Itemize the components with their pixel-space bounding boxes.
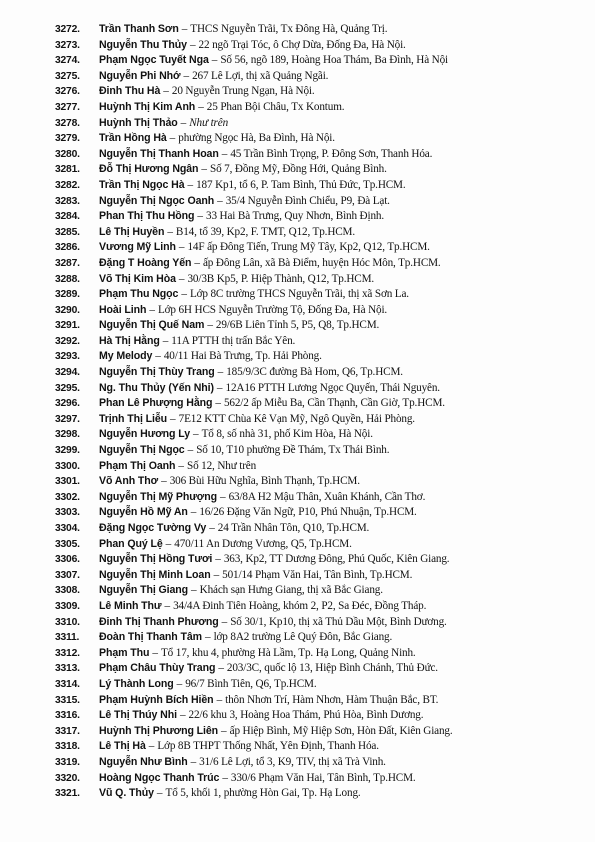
- entry-name: Nguyễn Thu Thủy: [99, 38, 187, 51]
- entry-number: 3287.: [55, 257, 80, 269]
- entry-separator: –: [179, 709, 186, 722]
- entry-name: Lý Thành Long: [99, 677, 174, 690]
- list-item: [55, 708, 575, 724]
- list-item: [55, 443, 575, 459]
- entry-number: 3286.: [55, 242, 80, 254]
- entry-name: Phạm Thu Ngọc: [99, 288, 179, 301]
- entry-address: Lớp 6H HCS Nguyễn Trường Tộ, Đống Đa, Hà Nội.: [157, 303, 388, 316]
- entry-separator: –: [170, 412, 176, 425]
- entry-name: Phạm Thị Oanh: [99, 459, 176, 472]
- entry-number: 3292.: [55, 335, 80, 347]
- list-item: [55, 334, 575, 350]
- list-item: [55, 38, 575, 54]
- entry-name: Trần Thanh Sơn: [99, 23, 179, 35]
- entry-name: Nguyễn Thị Quế Nam: [99, 319, 205, 332]
- entry-number: 3303.: [55, 507, 80, 519]
- entry-separator: –: [178, 272, 185, 285]
- list-item: [55, 162, 575, 178]
- entry-name: Nguyễn Thị Giang: [99, 584, 189, 597]
- entry-separator: –: [216, 693, 223, 706]
- entry-separator: –: [167, 225, 173, 238]
- list-item: [55, 474, 575, 490]
- entry-address: 34/4A Đinh Tiên Hoàng, khóm 2, P2, Sa Đéc, Đồng Tháp.: [173, 599, 427, 612]
- entry-separator: –: [176, 677, 183, 690]
- entry-name: Đặng Ngọc Tường Vy: [99, 522, 207, 534]
- entry-separator: –: [209, 522, 215, 534]
- list-item: [55, 505, 575, 521]
- list-item: [55, 365, 575, 381]
- entry-address: 187 Kp1, tổ 6, P. Tam Bình, Thủ Đức, Tp.HCM.: [196, 178, 406, 191]
- entry-separator: –: [222, 771, 228, 784]
- entry-number: 3283.: [55, 195, 80, 207]
- entry-name: Lê Thị Huyền: [99, 225, 165, 238]
- entry-number: 3314.: [55, 678, 80, 690]
- entry-number: 3273.: [55, 39, 80, 51]
- entry-address: 185/9/3C đường Bà Hom, Q6, Tp.HCM.: [226, 366, 403, 379]
- entry-number: 3308.: [55, 585, 80, 597]
- entry-number: 3313.: [55, 663, 80, 675]
- entry-address: 7E12 KTT Chùa Kê Vạn Mỹ, Ngô Quyền, Hải Phòng.: [178, 412, 415, 425]
- list-item: [55, 724, 575, 740]
- entry-address: 25 Phan Bội Châu, Tx Kontum.: [206, 100, 345, 113]
- entry-separator: –: [218, 662, 224, 675]
- list-item: [55, 490, 575, 506]
- list-item: [55, 84, 575, 100]
- entry-address: Như trên: [189, 116, 229, 129]
- entry-name: Nguyễn Thị Mỹ Phượng: [99, 490, 217, 503]
- entry-number: 3278.: [55, 117, 80, 129]
- entry-number: 3318.: [55, 741, 80, 753]
- list-item: [55, 209, 575, 225]
- entry-name: Trần Hồng Hà: [99, 132, 167, 145]
- list-item: [55, 568, 575, 584]
- list-item: [55, 583, 575, 599]
- entry-address: lớp 8A2 trường Lê Quý Đôn, Bắc Giang.: [213, 631, 393, 644]
- entry-separator: –: [187, 444, 194, 457]
- entry-name: Huỳnh Thị Thảo: [99, 116, 178, 129]
- entry-separator: –: [216, 381, 223, 394]
- entry-number: 3315.: [55, 694, 80, 706]
- entry-separator: –: [164, 599, 171, 612]
- entry-address: 470/11 An Dương Vương, Q5, Tp.HCM.: [174, 537, 352, 550]
- entry-name: Võ Thị Kim Hòa: [99, 272, 176, 285]
- entry-number: 3281.: [55, 164, 80, 176]
- entry-name: Vũ Q. Thủy: [99, 787, 154, 800]
- entry-separator: –: [193, 428, 199, 441]
- entry-name: Võ Anh Thơ: [99, 475, 159, 488]
- entry-number: 3282.: [55, 179, 80, 191]
- entry-name: Nguyễn Thị Minh Loan: [99, 568, 211, 581]
- entry-separator: –: [189, 38, 196, 51]
- list-item: [55, 272, 575, 288]
- entry-separator: –: [181, 23, 188, 35]
- entry-number: 3319.: [55, 756, 80, 768]
- entry-separator: –: [178, 241, 185, 254]
- entry-separator: –: [149, 303, 155, 316]
- entry-separator: –: [161, 475, 167, 488]
- entry-separator: –: [215, 553, 221, 566]
- entry-separator: –: [207, 319, 213, 332]
- entry-address: Số 10, T10 phường Đề Thám, Tx Thái Bình.: [196, 444, 390, 457]
- list-item: [55, 755, 575, 771]
- entry-number: 3309.: [55, 600, 80, 612]
- entry-address: 22 ngõ Trại Tóc, ô Chợ Dừa, Đống Đa, Hà Nội.: [198, 38, 406, 51]
- entry-address: 22/6 khu 3, Hoàng Hoa Thám, Phú Hòa, Bình Dương.: [188, 709, 424, 722]
- entry-separator: –: [217, 194, 223, 207]
- entry-number: 3300.: [55, 460, 80, 472]
- list-item: [55, 786, 575, 802]
- entry-name: Huỳnh Thị Phương Liên: [99, 724, 219, 737]
- entry-name: Ng. Thu Thủy (Yến Nhi): [99, 381, 214, 394]
- entry-separator: –: [169, 132, 176, 145]
- entry-number: 3299.: [55, 445, 80, 457]
- entry-address: Tổ 8, số nhà 31, phố Kim Hòa, Hà Nội.: [201, 428, 373, 441]
- entry-name: Trịnh Thị Liễu: [99, 412, 168, 425]
- entry-name: Phan Quý Lệ: [99, 537, 163, 550]
- entry-name: Đinh Thu Hà: [99, 85, 161, 98]
- entry-number: 3280.: [55, 148, 80, 160]
- entry-number: 3274.: [55, 55, 80, 67]
- entry-address: THCS Nguyễn Trãi, Tx Đông Hà, Quảng Trị.: [190, 23, 388, 35]
- entry-name: Nguyễn Thị Thùy Trang: [99, 366, 215, 379]
- list-item: [55, 131, 575, 147]
- entry-separator: –: [152, 646, 158, 659]
- entry-number: 3291.: [55, 320, 80, 332]
- address-list: [55, 22, 575, 802]
- entry-number: 3285.: [55, 226, 80, 238]
- entry-name: Nguyễn Thị Ngọc: [99, 444, 185, 457]
- entry-name: Hoài Linh: [99, 303, 147, 316]
- entry-number: 3288.: [55, 273, 80, 285]
- entry-address: Số 56, ngõ 189, Hoàng Hoa Thám, Ba Đình, Hà Nội: [220, 54, 449, 67]
- entry-address: Tổ 5, khối 1, phường Hòn Gai, Tp. Hạ Long.: [165, 787, 361, 800]
- entry-number: 3298.: [55, 429, 80, 441]
- entry-address: 16/26 Đặng Văn Ngữ, P10, Phú Nhuận, Tp.HCM.: [199, 506, 417, 519]
- entry-address: Số 30/1, Kp10, thị xã Thủ Dầu Một, Bình Dương.: [230, 615, 447, 628]
- entry-address: thôn Nhơn Trí, Hàm Nhơn, Hàm Thuận Bắc, BT.: [225, 693, 439, 706]
- entry-name: Phan Thị Thu Hồng: [99, 210, 195, 223]
- entry-name: Huỳnh Thị Kim Anh: [99, 100, 196, 113]
- entry-separator: –: [162, 334, 169, 347]
- list-item: [55, 739, 575, 755]
- entry-address: 29/6B Liên Tỉnh 5, P5, Q8, Tp.HCM.: [215, 319, 380, 332]
- entry-address: 30/3B Kp5, P. Hiệp Thành, Q12, Tp.HCM.: [187, 272, 375, 285]
- list-item: [55, 147, 575, 163]
- list-item: [55, 69, 575, 85]
- entry-separator: –: [165, 537, 172, 550]
- entry-number: 3297.: [55, 413, 80, 425]
- entry-address: Tổ 17, khu 4, phường Hà Lầm, Tp. Hạ Long, Quảng Ninh.: [161, 646, 416, 659]
- entry-separator: –: [163, 85, 169, 98]
- list-item: [55, 646, 575, 662]
- list-item: [55, 459, 575, 475]
- entry-address: ấp Hiệp Bình, Mỹ Hiệp Sơn, Hòn Đất, Kiên Giang.: [229, 724, 453, 737]
- list-item: [55, 381, 575, 397]
- entry-number: 3320.: [55, 772, 80, 784]
- entry-address: Số 7, Đồng Mỹ, Đồng Hới, Quảng Bình.: [210, 163, 387, 176]
- entry-number: 3311.: [55, 632, 80, 644]
- entry-address: 20 Nguyễn Trung Ngạn, Hà Nội.: [171, 85, 315, 98]
- entry-separator: –: [221, 724, 227, 737]
- entry-number: 3276.: [55, 86, 80, 98]
- entry-number: 3301.: [55, 476, 80, 488]
- list-item: [55, 396, 575, 412]
- entry-name: Nguyễn Thị Hồng Tươi: [99, 553, 213, 566]
- list-item: [55, 256, 575, 272]
- entry-number: 3275.: [55, 70, 80, 82]
- list-item: [55, 349, 575, 365]
- entry-separator: –: [217, 366, 224, 379]
- entry-separator: –: [204, 631, 211, 644]
- entry-name: Nguyễn Phi Nhớ: [99, 69, 181, 82]
- entry-address: Lớp 8B THPT Thống Nhất, Yên Định, Thanh Hóa.: [157, 740, 379, 753]
- entry-address: Khách sạn Hưng Giang, thị xã Bắc Giang.: [199, 584, 383, 597]
- list-item: [55, 225, 575, 241]
- entry-separator: –: [187, 178, 194, 191]
- list-item: [55, 661, 575, 677]
- entry-address: 11A PTTH thị trấn Bắc Yên.: [171, 334, 296, 347]
- entry-address: 267 Lê Lợi, thị xã Quảng Ngãi.: [192, 69, 329, 82]
- entry-number: 3293.: [55, 351, 80, 363]
- entry-address: Lớp 8C trường THCS Nguyễn Trãi, thị xã Sơn La.: [189, 288, 409, 301]
- entry-name: Lê Minh Thư: [99, 599, 162, 612]
- entry-separator: –: [190, 506, 197, 519]
- list-item: [55, 693, 575, 709]
- entry-separator: –: [219, 490, 226, 503]
- entry-name: Đặng T Hoàng Yến: [99, 256, 192, 269]
- entry-separator: –: [190, 755, 197, 768]
- entry-number: 3312.: [55, 647, 80, 659]
- entry-number: 3279.: [55, 133, 80, 145]
- entry-name: Phạm Châu Thùy Trang: [99, 662, 216, 675]
- list-item: [55, 22, 575, 38]
- entry-number: 3302.: [55, 491, 80, 503]
- entry-number: 3272.: [55, 24, 80, 35]
- entry-name: Trần Thị Ngọc Hà: [99, 178, 185, 191]
- entry-name: Nguyễn Như Bình: [99, 755, 188, 768]
- list-item: [55, 412, 575, 428]
- list-item: [55, 537, 575, 553]
- entry-separator: –: [180, 116, 187, 129]
- entry-separator: –: [221, 147, 228, 160]
- entry-address: 40/11 Hai Bà Trưng, Tp. Hải Phòng.: [163, 350, 322, 363]
- entry-address: 33 Hai Bà Trưng, Quy Nhơn, Bình Định.: [206, 210, 384, 223]
- entry-separator: –: [198, 100, 204, 113]
- entry-name: Phạm Ngọc Tuyết Nga: [99, 54, 209, 67]
- entry-name: Đoàn Thị Thanh Tâm: [99, 631, 202, 644]
- list-item: [55, 116, 575, 132]
- list-item: [55, 53, 575, 69]
- entry-name: Hà Thị Hằng: [99, 334, 160, 347]
- entry-address: 330/6 Phạm Văn Hai, Tân Bình, Tp.HCM.: [230, 771, 416, 784]
- entry-number: 3317.: [55, 725, 80, 737]
- entry-address: 306 Bùi Hữu Nghĩa, Bình Thạnh, Tp.HCM.: [169, 475, 360, 488]
- entry-name: Đỗ Thị Hương Ngân: [99, 163, 199, 176]
- entry-separator: –: [191, 584, 197, 597]
- entry-address: 12A16 PTTH Lương Ngọc Quyến, Thái Nguyên.: [225, 381, 440, 394]
- entry-name: Đinh Thị Thanh Phương: [99, 615, 219, 628]
- entry-address: 96/7 Bình Tiên, Q6, Tp.HCM.: [185, 677, 317, 690]
- entry-number: 3295.: [55, 382, 80, 394]
- entry-address: 203/3C, quốc lộ 13, Hiệp Bình Chánh, Thủ Đức.: [226, 662, 438, 675]
- entry-number: 3284.: [55, 211, 80, 223]
- entry-number: 3294.: [55, 367, 80, 379]
- entry-number: 3307.: [55, 569, 80, 581]
- entry-address: ấp Đông Lân, xã Bà Điểm, huyện Hóc Môn, Tp.HCM.: [202, 256, 441, 269]
- entry-number: 3306.: [55, 554, 80, 566]
- list-item: [55, 303, 575, 319]
- entry-separator: –: [215, 397, 221, 410]
- entry-separator: –: [156, 787, 163, 800]
- list-item: [55, 677, 575, 693]
- entry-address: 562/2 ấp Miễu Ba, Cần Thạnh, Cần Giờ, Tp.HCM.: [223, 397, 445, 410]
- entry-address: 63/8A H2 Mậu Thân, Xuân Khánh, Cần Thơ.: [228, 490, 426, 503]
- list-item: [55, 521, 575, 537]
- entry-address: B14, tổ 39, Kp2, F. TMT, Q12, Tp.HCM.: [175, 225, 356, 238]
- list-item: [55, 194, 575, 210]
- entry-address: Số 12, Như trên: [187, 459, 257, 472]
- entry-number: 3305.: [55, 538, 80, 550]
- entry-name: Phạm Thu: [99, 646, 150, 659]
- entry-number: 3310.: [55, 616, 80, 628]
- entry-number: 3296.: [55, 398, 80, 410]
- list-item: [55, 240, 575, 256]
- entry-separator: –: [181, 288, 187, 301]
- entry-separator: –: [221, 615, 228, 628]
- entry-address: 31/6 Lê Lợi, tổ 3, K9, TIV, thị xã Trà Vinh.: [199, 755, 386, 768]
- list-item: [55, 552, 575, 568]
- entry-name: Nguyễn Hồ Mỹ An: [99, 506, 188, 519]
- entry-separator: –: [148, 740, 155, 753]
- list-item: [55, 771, 575, 787]
- list-item: [55, 599, 575, 615]
- list-item: [55, 630, 575, 646]
- entry-separator: –: [155, 350, 161, 363]
- entry-address: 363, Kp2, TT Dương Đông, Phú Quốc, Kiên Giang.: [223, 553, 450, 566]
- entry-name: Nguyễn Hương Ly: [99, 428, 190, 441]
- entry-address: 35/4 Nguyễn Đình Chiểu, P9, Đà Lạt.: [225, 194, 390, 207]
- entry-separator: –: [201, 163, 208, 176]
- entry-address: 24 Trần Nhân Tôn, Q10, Tp.HCM.: [217, 522, 370, 534]
- entry-address: 45 Trần Bình Trọng, P. Đông Sơn, Thanh Hóa.: [230, 147, 433, 160]
- entry-number: 3304.: [55, 523, 80, 534]
- entry-separator: –: [178, 459, 184, 472]
- entry-number: 3290.: [55, 304, 80, 316]
- list-item: [55, 615, 575, 631]
- list-item: [55, 100, 575, 116]
- entry-number: 3289.: [55, 289, 80, 301]
- entry-name: Phạm Huỳnh Bích Hiền: [99, 693, 214, 706]
- list-item: [55, 287, 575, 303]
- entry-name: Vương Mỹ Linh: [99, 241, 176, 254]
- entry-address: 14F ấp Đông Tiến, Trung Mỹ Tây, Kp2, Q12, Tp.HCM.: [187, 241, 430, 254]
- entry-address: 501/14 Phạm Văn Hai, Tân Bình, Tp.HCM.: [222, 568, 413, 581]
- list-item: [55, 178, 575, 194]
- entry-separator: –: [194, 256, 200, 269]
- entry-separator: –: [183, 69, 190, 82]
- entry-name: Nguyễn Thị Ngọc Oanh: [99, 194, 215, 207]
- entry-name: Lê Thị Thúy Nhi: [99, 709, 177, 722]
- entry-number: 3277.: [55, 101, 80, 113]
- entry-separator: –: [213, 568, 220, 581]
- entry-separator: –: [211, 54, 218, 67]
- entry-name: Nguyễn Thị Thanh Hoan: [99, 147, 219, 160]
- entry-name: Phan Lê Phượng Hằng: [99, 397, 213, 410]
- entry-number: 3316.: [55, 710, 80, 722]
- list-item: [55, 427, 575, 443]
- entry-name: Hoàng Ngọc Thanh Trúc: [99, 771, 220, 784]
- entry-name: My Melody: [99, 350, 153, 363]
- entry-separator: –: [197, 210, 203, 223]
- entry-address: phường Ngọc Hà, Ba Đình, Hà Nội.: [178, 132, 335, 145]
- entry-number: 3321.: [55, 788, 80, 800]
- entry-name: Lê Thị Hà: [99, 740, 146, 753]
- list-item: [55, 318, 575, 334]
